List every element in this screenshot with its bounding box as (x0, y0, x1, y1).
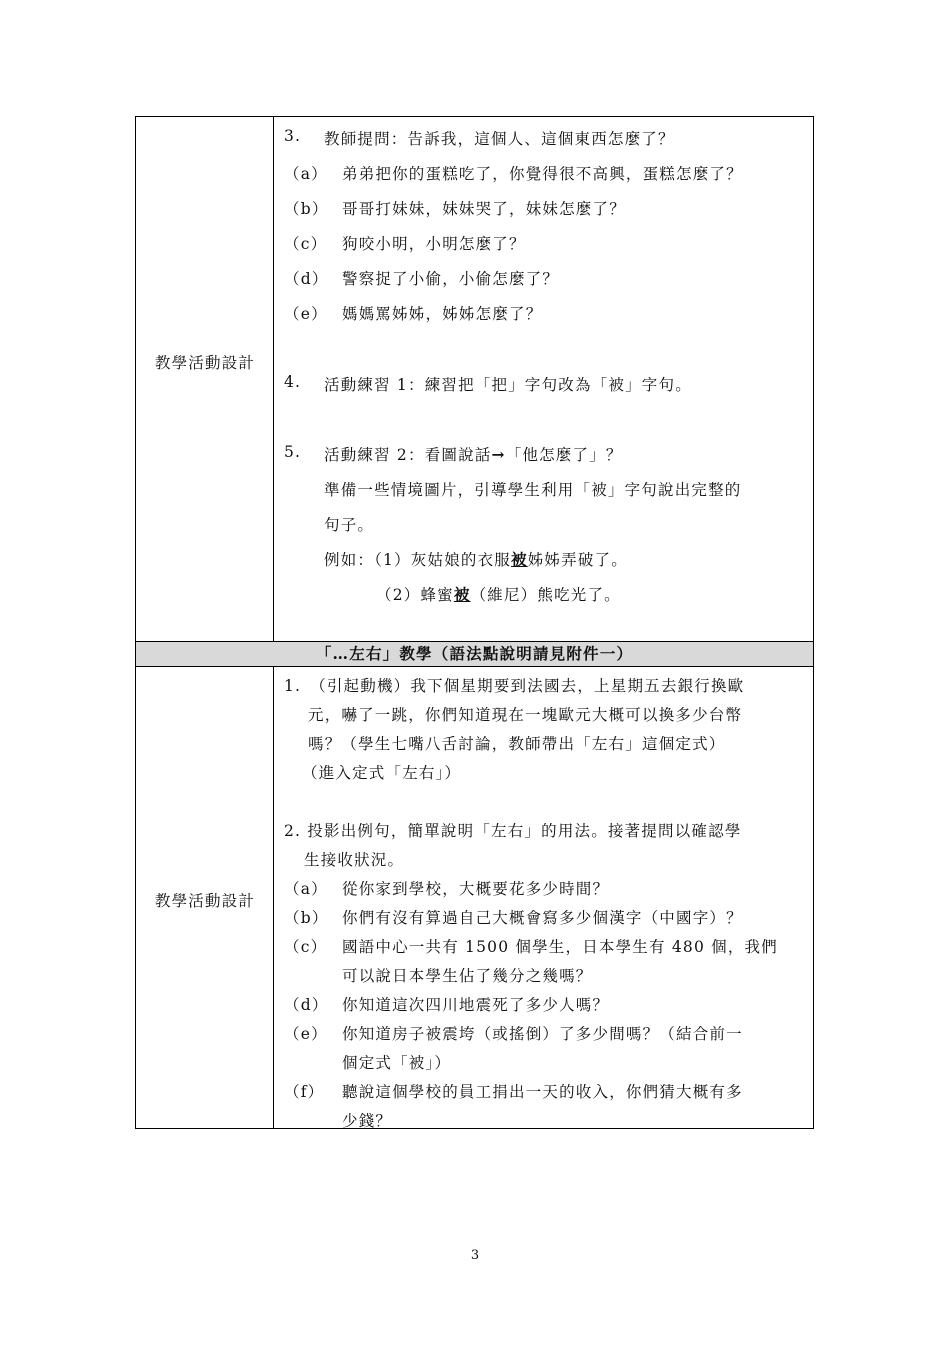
item-text: 你知道房子被震垮（或搖倒）了多少間嗎？（結合前一 (342, 1025, 743, 1043)
list-item (284, 162, 743, 184)
q4-number: 4. (284, 373, 302, 391)
list-item (284, 935, 778, 957)
list-item (284, 302, 543, 324)
p1-line: （進入定式「左右」） (302, 764, 462, 782)
item-mark: （d） (284, 270, 329, 288)
list-item (284, 906, 743, 928)
q5-text-b: 「他怎麼了」？ (505, 446, 623, 464)
list-item (284, 1022, 743, 1044)
example-key: 被 (511, 550, 528, 569)
item-text: 從你家到學校，大概要花多少時間？ (342, 880, 610, 898)
p2-line: 2. 投影出例句，簡單說明「左右」的用法。接著提問以確認學 (284, 822, 742, 840)
item-text: 你知道這次四川地震死了多少人嗎？ (342, 996, 610, 1014)
q5-number: 5. (284, 443, 302, 461)
item-continuation: 個定式「被」） (342, 1054, 452, 1072)
p1-line: 1. （引起動機）我下個星期要到法國去，上星期五去銀行換歐 (284, 677, 745, 695)
example-1 (324, 548, 628, 570)
page-number: 3 (470, 1248, 480, 1263)
q5-line-3: 句子。 (324, 516, 375, 534)
lesson-table (135, 116, 814, 1129)
item-text: 國語中心一共有 1500 個學生，日本學生有 480 個，我們 (342, 938, 778, 956)
q3-line (284, 127, 675, 148)
item-continuation: 可以說日本學生佔了幾分之幾嗎？ (342, 967, 593, 985)
q4-line (284, 373, 692, 394)
item-text: 聽說這個學校的員工捐出一天的收入，你們猜大概有多 (342, 1083, 743, 1101)
p1-line: 嗎？（學生七嘴八舌討論，教師帶出「左右」這個定式） (308, 735, 726, 753)
item-mark: （a） (284, 165, 328, 183)
q3-text: 教師提問：告訴我，這個人、這個東西怎麼了？ (324, 130, 675, 148)
list-item (284, 993, 610, 1015)
item-continuation: 少錢？ (342, 1112, 393, 1130)
example-post: （維尼）熊吃光了。 (470, 586, 621, 604)
q5-line-2: 準備一些情境圖片，引導學生利用「被」字句說出完整的 (324, 481, 742, 499)
item-mark: （e） (284, 305, 328, 323)
example-pre: 例如：（1）灰姑娘的衣服 (324, 551, 512, 569)
list-item (284, 877, 610, 899)
item-text: 狗咬小明，小明怎麼了？ (342, 235, 526, 253)
example-2 (376, 583, 621, 605)
arrow-icon: → (491, 445, 506, 464)
item-text: 弟弟把你的蛋糕吃了，你覺得很不高興，蛋糕怎麼了？ (342, 165, 743, 183)
item-mark: （b） (284, 909, 329, 927)
item-text: 媽媽罵姊姊，姊姊怎麼了？ (342, 305, 543, 323)
item-mark: （b） (284, 200, 329, 218)
p2-line: 生接收狀況。 (304, 851, 405, 869)
item-mark: （c） (284, 938, 328, 956)
section2-label: 教學活動設計 (154, 892, 256, 910)
q5-text-a: 活動練習 2：看圖說話 (324, 446, 492, 464)
list-item (284, 197, 626, 219)
list-item (284, 1080, 743, 1102)
q5-text (324, 443, 623, 465)
p1-line: 元，嚇了一跳，你們知道現在一塊歐元大概可以換多少台幣 (308, 706, 743, 724)
example-pre: （2）蜂蜜 (376, 586, 454, 604)
column-divider (273, 117, 274, 1128)
list-item (284, 232, 526, 254)
item-mark: （d） (284, 996, 329, 1014)
list-item (284, 267, 560, 289)
item-mark: （e） (284, 1025, 328, 1043)
q4-text: 活動練習 1：練習把「把」字句改為「被」字句。 (324, 376, 692, 394)
item-mark: （f） (284, 1083, 325, 1101)
section1-label: 教學活動設計 (154, 354, 256, 372)
item-mark: （a） (284, 880, 328, 898)
row-divider-bottom (136, 666, 813, 667)
q3-number: 3. (284, 127, 302, 145)
example-post: 姊姊弄破了。 (527, 551, 628, 569)
q5-line (284, 443, 623, 464)
item-text: 哥哥打妹妹，妹妹哭了，妹妹怎麼了？ (342, 200, 626, 218)
item-text: 你們有沒有算過自己大概會寫多少個漢字（中國字）？ (342, 909, 743, 927)
example-key: 被 (453, 585, 471, 604)
item-text: 警察捉了小偷，小偷怎麼了？ (342, 270, 560, 288)
item-mark: （c） (284, 235, 328, 253)
section-header: 「…左右」教學（語法點說明請見附件一） (136, 642, 813, 666)
